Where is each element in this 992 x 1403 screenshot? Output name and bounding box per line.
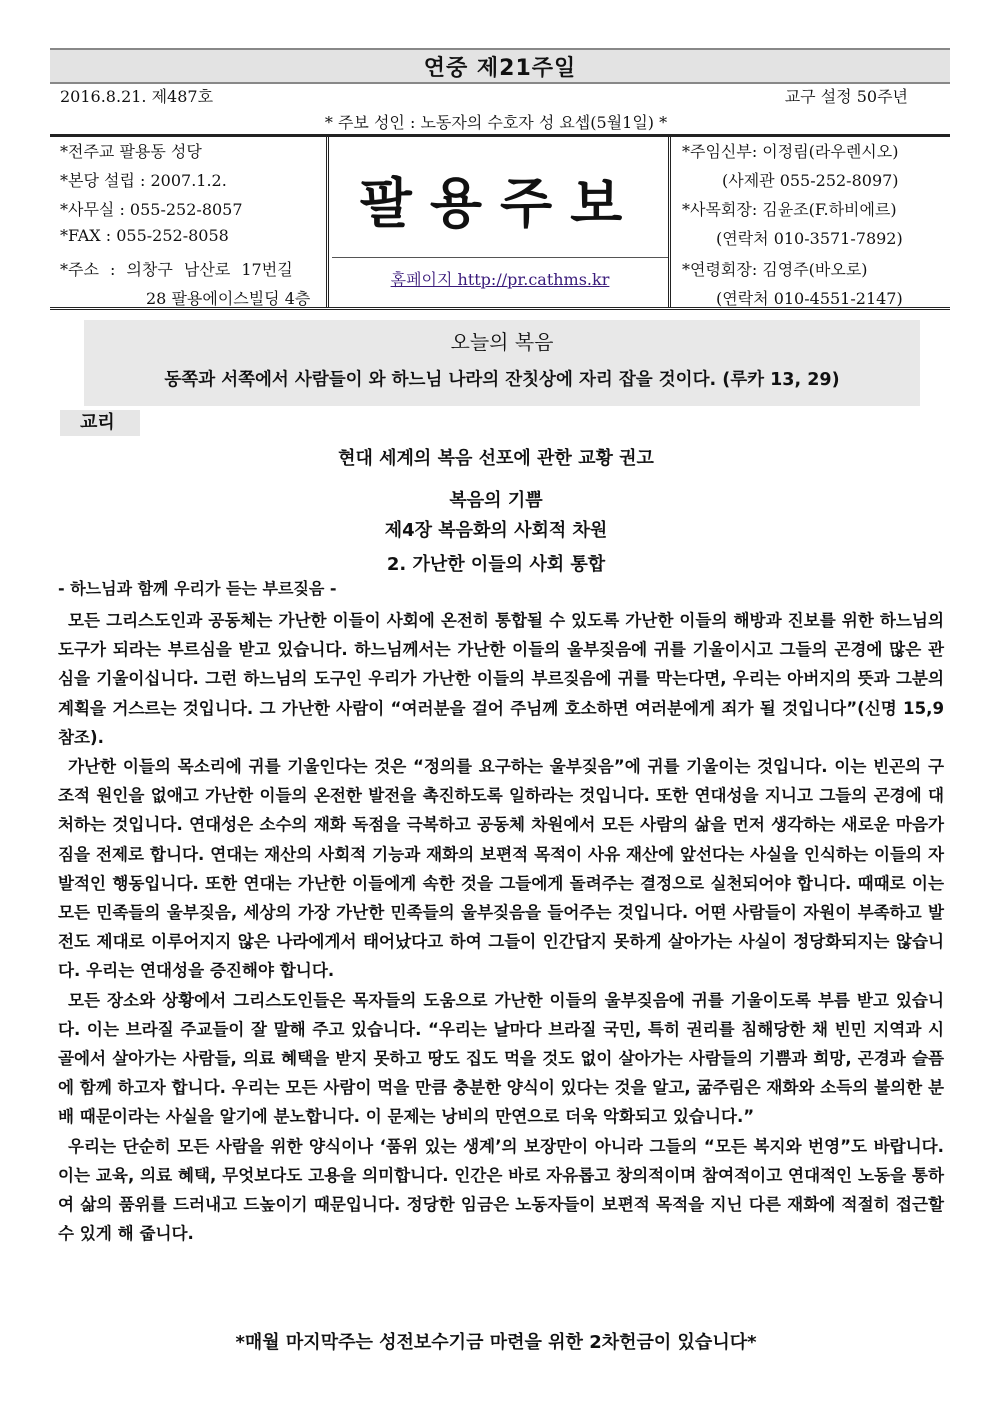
funeral-association-head: *연령회장: 김영주(바오로) — [682, 260, 868, 279]
funeral-association-phone: (연락처 010-4551-2147) — [716, 289, 903, 308]
masthead — [50, 134, 950, 310]
bulletin-title: 팔용주보 — [359, 171, 641, 235]
pastor-name: *주임신부: 이정림(라우렌시오) — [682, 142, 899, 161]
homepage-link[interactable]: 홈페이지 http://pr.cathms.kr — [390, 269, 610, 289]
bulletin-nameplate — [332, 137, 671, 307]
doctrine-section-tag: 교리 — [60, 410, 140, 436]
staff-info — [674, 137, 950, 307]
doctrine-subtitle: - 하느님과 함께 우리가 듣는 부르짖음 - — [58, 579, 337, 598]
anniversary-label: 교구 설정 50주년 — [784, 87, 908, 106]
body-paragraph: 가난한 이들의 목소리에 귀를 기울인다는 것은 “정의를 요구하는 울부짖음”에 귀를 기울이는 것입니다. 이는 빈곤의 구조적 원인을 없애고 가난한 이들의 온전한 발전을 촉진하도록 일하라는 것입니다. 또한 연대성을 지니고 그들의 곤경에 대처하는 것입니다. 연대성은 소수의 재화 독점을 극복하고 공동체 차원에서 모든 사람의 삶을 먼저 생각하는 새로운 마음가짐을 전제로 합니다. 연대는 재산의 사회적 기능과 재화의 보편적 목적이 사유 재산에 앞선다는 사실을 인식하는 이들의 자발적인 행동입니다. 또한 연대는 가난한 이들에게 속한 것을 그들에게 돌려주는 결정으로 실천되어야 합니다. 때때로 이는 모든 민족들의 울부짖음, 세상의 가장 가난한 민족들의 울부짖음을 들어주는 것입니다. 어떤 사람들이 자원이 부족하고 발전도 제대로 이루어지지 않은 나라에게서 태어났다고 하여 그들이 인간답지 못하게 살아가는 사실이 정당화되지는 않습니다. 우리는 연대성을 증진해야 합니다. — [58, 757, 944, 981]
parish-info — [50, 137, 329, 307]
address-line-1: *주소 : 의창구 남산로 17번길 — [60, 260, 293, 279]
gospel-title: 오늘의 복음 — [450, 330, 554, 354]
page-title: 연중 제21주일 — [423, 55, 577, 81]
parish-name: *전주교 팔용동 성당 — [60, 142, 202, 161]
gospel-verse: 동쪽과 서쪽에서 사람들이 와 하느님 나라의 잔칫상에 자리 잡을 것이다. (루카 13, 29) — [164, 370, 840, 390]
doctrine-heading-title: 복음의 기쁨 — [449, 490, 543, 511]
doctrine-heading-chapter: 제4장 복음화의 사회적 차원 — [384, 520, 608, 541]
body-paragraph: 우리는 단순히 모든 사람을 위한 양식이나 ‘품위 있는 생계’의 보장만이 아니라 그들의 “모든 복지와 번영”도 바랍니다. 이는 교육, 의료 혜택, 무엇보다도 고용을 의미합니다. 인간은 바로 자유롭고 창의적이며 참여적이고 연대적인 노동을 통하여 삶의 품위를 드러내고 드높이기 때문입니다. 정당한 임금은 노동자들이 보편적 목적을 지닌 다른 재화에 적절히 접근할 수 있게 해 줍니다. — [58, 1136, 944, 1244]
fax-number: *FAX : 055-252-8058 — [60, 226, 229, 245]
homepage-box — [332, 257, 668, 298]
council-president: *사목회장: 김윤조(F.하비에르) — [682, 200, 897, 219]
doctrine-heading-document: 현대 세계의 복음 선포에 관한 교황 권고 — [338, 448, 654, 469]
todays-gospel-box — [84, 320, 920, 406]
footer-announcement: *매월 마지막주는 성전보수기금 마련을 위한 2차헌금이 있습니다* — [235, 1332, 757, 1353]
office-phone: *사무실 : 055-252-8057 — [60, 200, 243, 219]
patron-saint-line: * 주보 성인 : 노동자의 수호자 성 요셉(5월1일) * — [324, 113, 668, 132]
founding-date: *본당 설립 : 2007.1.2. — [60, 171, 227, 190]
body-paragraph: 모든 장소와 상황에서 그리스도인들은 목자들의 도움으로 가난한 이들의 울부짖음에 귀를 기울이도록 부름 받고 있습니다. 이는 브라질 주교들이 잘 말해 주고 있습니다. “우리는 날마다 브라질 국민, 특히 권리를 침해당한 채 빈민 지역과 시골에서 살아가는 사람들, 의료 혜택을 받지 못하고 땅도 집도 먹을 것도 없이 살아가는 사람들의 기쁨과 희망, 곤경과 슬픔에 함께 하고자 합니다. 우리는 모든 사람이 먹을 만큼 충분한 양식이 있다는 것을 알고, 굶주림은 재화와 소득의 불의한 분배 때문이라는 사실을 알기에 분노합니다. 이 문제는 낭비의 만연으로 더욱 악화되고 있습니다.” — [58, 990, 945, 1127]
rectory-phone: (사제관 055-252-8097) — [722, 171, 899, 190]
doctrine-heading-section: 2. 가난한 이들의 사회 통합 — [386, 554, 606, 575]
doctrine-body — [58, 606, 944, 1248]
page-title-bar — [50, 48, 950, 84]
issue-number: 2016.8.21. 제487호 — [60, 87, 214, 106]
council-president-phone: (연락처 010-3571-7892) — [716, 229, 903, 248]
body-paragraph: 모든 그리스도인과 공동체는 가난한 이들이 사회에 온전히 통합될 수 있도록 가난한 이들의 해방과 진보를 위한 하느님의 도구가 되라는 부르심을 받고 있습니다. 하느님께서는 가난한 이들의 울부짖음에 귀를 기울이시고 그들의 곤경에 많은 관심을 기울이십니다. 그런 하느님의 도구인 우리가 가난한 이들의 부르짖음에 귀를 막는다면, 우리는 아버지의 뜻과 그분의 계획을 거스르는 것입니다. 그 가난한 사람이 “여러분을 걸어 주님께 호소하면 여러분에게 죄가 될 것입니다”(신명 15,9 참조). — [58, 611, 944, 747]
address-line-2: 28 팔용에이스빌딩 4층 — [146, 289, 311, 308]
